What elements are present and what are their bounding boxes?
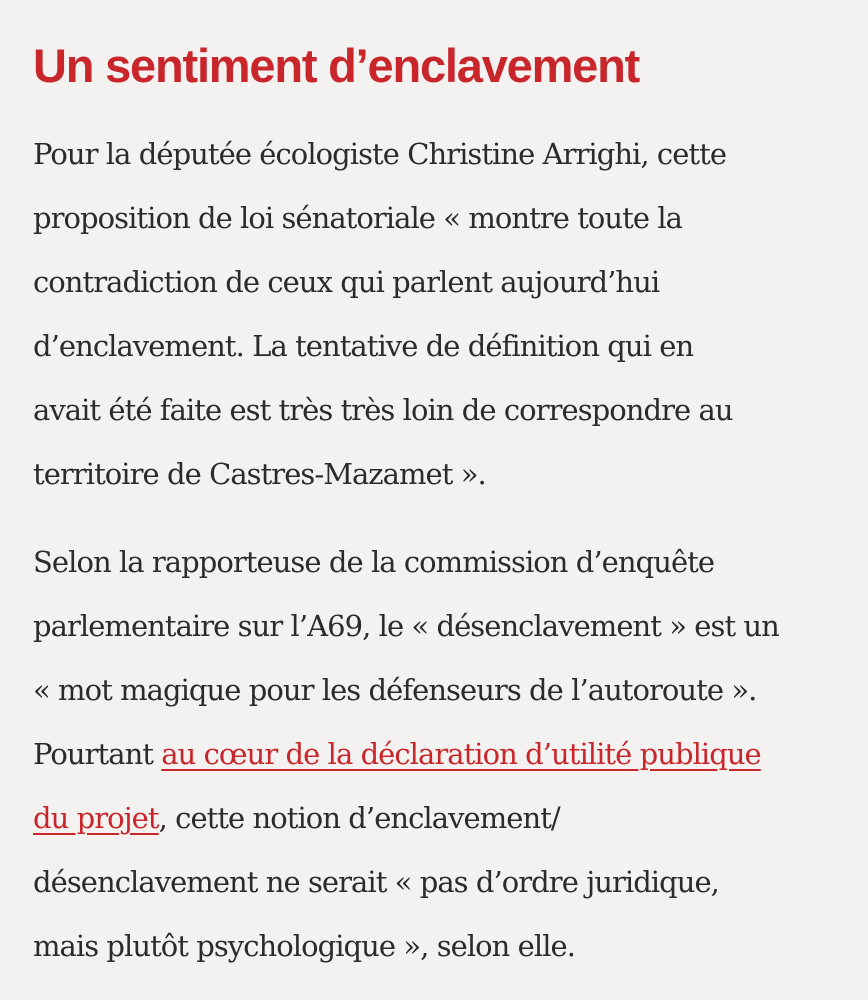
section-heading: Un sentiment d’enclavement [33, 39, 640, 92]
paragraph-line-with-link [33, 786, 848, 850]
paragraph-line: désenclavement ne serait « pas d’ordre juridique, [33, 865, 719, 899]
article-section [33, 34, 848, 978]
paragraph-line: proposition de loi sénatoriale « montre toute la [33, 201, 683, 235]
declaration-utilite-publique-link-continued[interactable]: du projet [33, 801, 159, 835]
paragraph-quote-arrighi [33, 122, 848, 506]
paragraph-rapporteuse [33, 530, 848, 978]
paragraph-line: contradiction de ceux qui parlent aujourd’hui [33, 265, 660, 299]
paragraph-line: d’enclavement. La tentative de définition qui en [33, 329, 694, 363]
paragraph-line: « mot magique pour les défenseurs de l’autoroute ». [33, 673, 757, 707]
paragraph-line: Pour la députée écologiste Christine Arrighi, cette [33, 137, 727, 171]
paragraph-text: , cette notion d’enclavement/ [158, 801, 560, 835]
paragraph-text: Pourtant [33, 737, 162, 771]
declaration-utilite-publique-link[interactable]: au cœur de la déclaration d’utilité publique [161, 737, 761, 771]
paragraph-line: territoire de Castres-Mazamet ». [33, 457, 486, 491]
paragraph-line-with-link [33, 722, 848, 786]
paragraph-line: mais plutôt psychologique », selon elle. [33, 929, 576, 963]
paragraph-line: parlementaire sur l’A69, le « désenclavement » est un [33, 609, 779, 643]
paragraph-line: Selon la rapporteuse de la commission d’enquête [33, 545, 715, 579]
paragraph-line: avait été faite est très très loin de correspondre au [33, 393, 733, 427]
